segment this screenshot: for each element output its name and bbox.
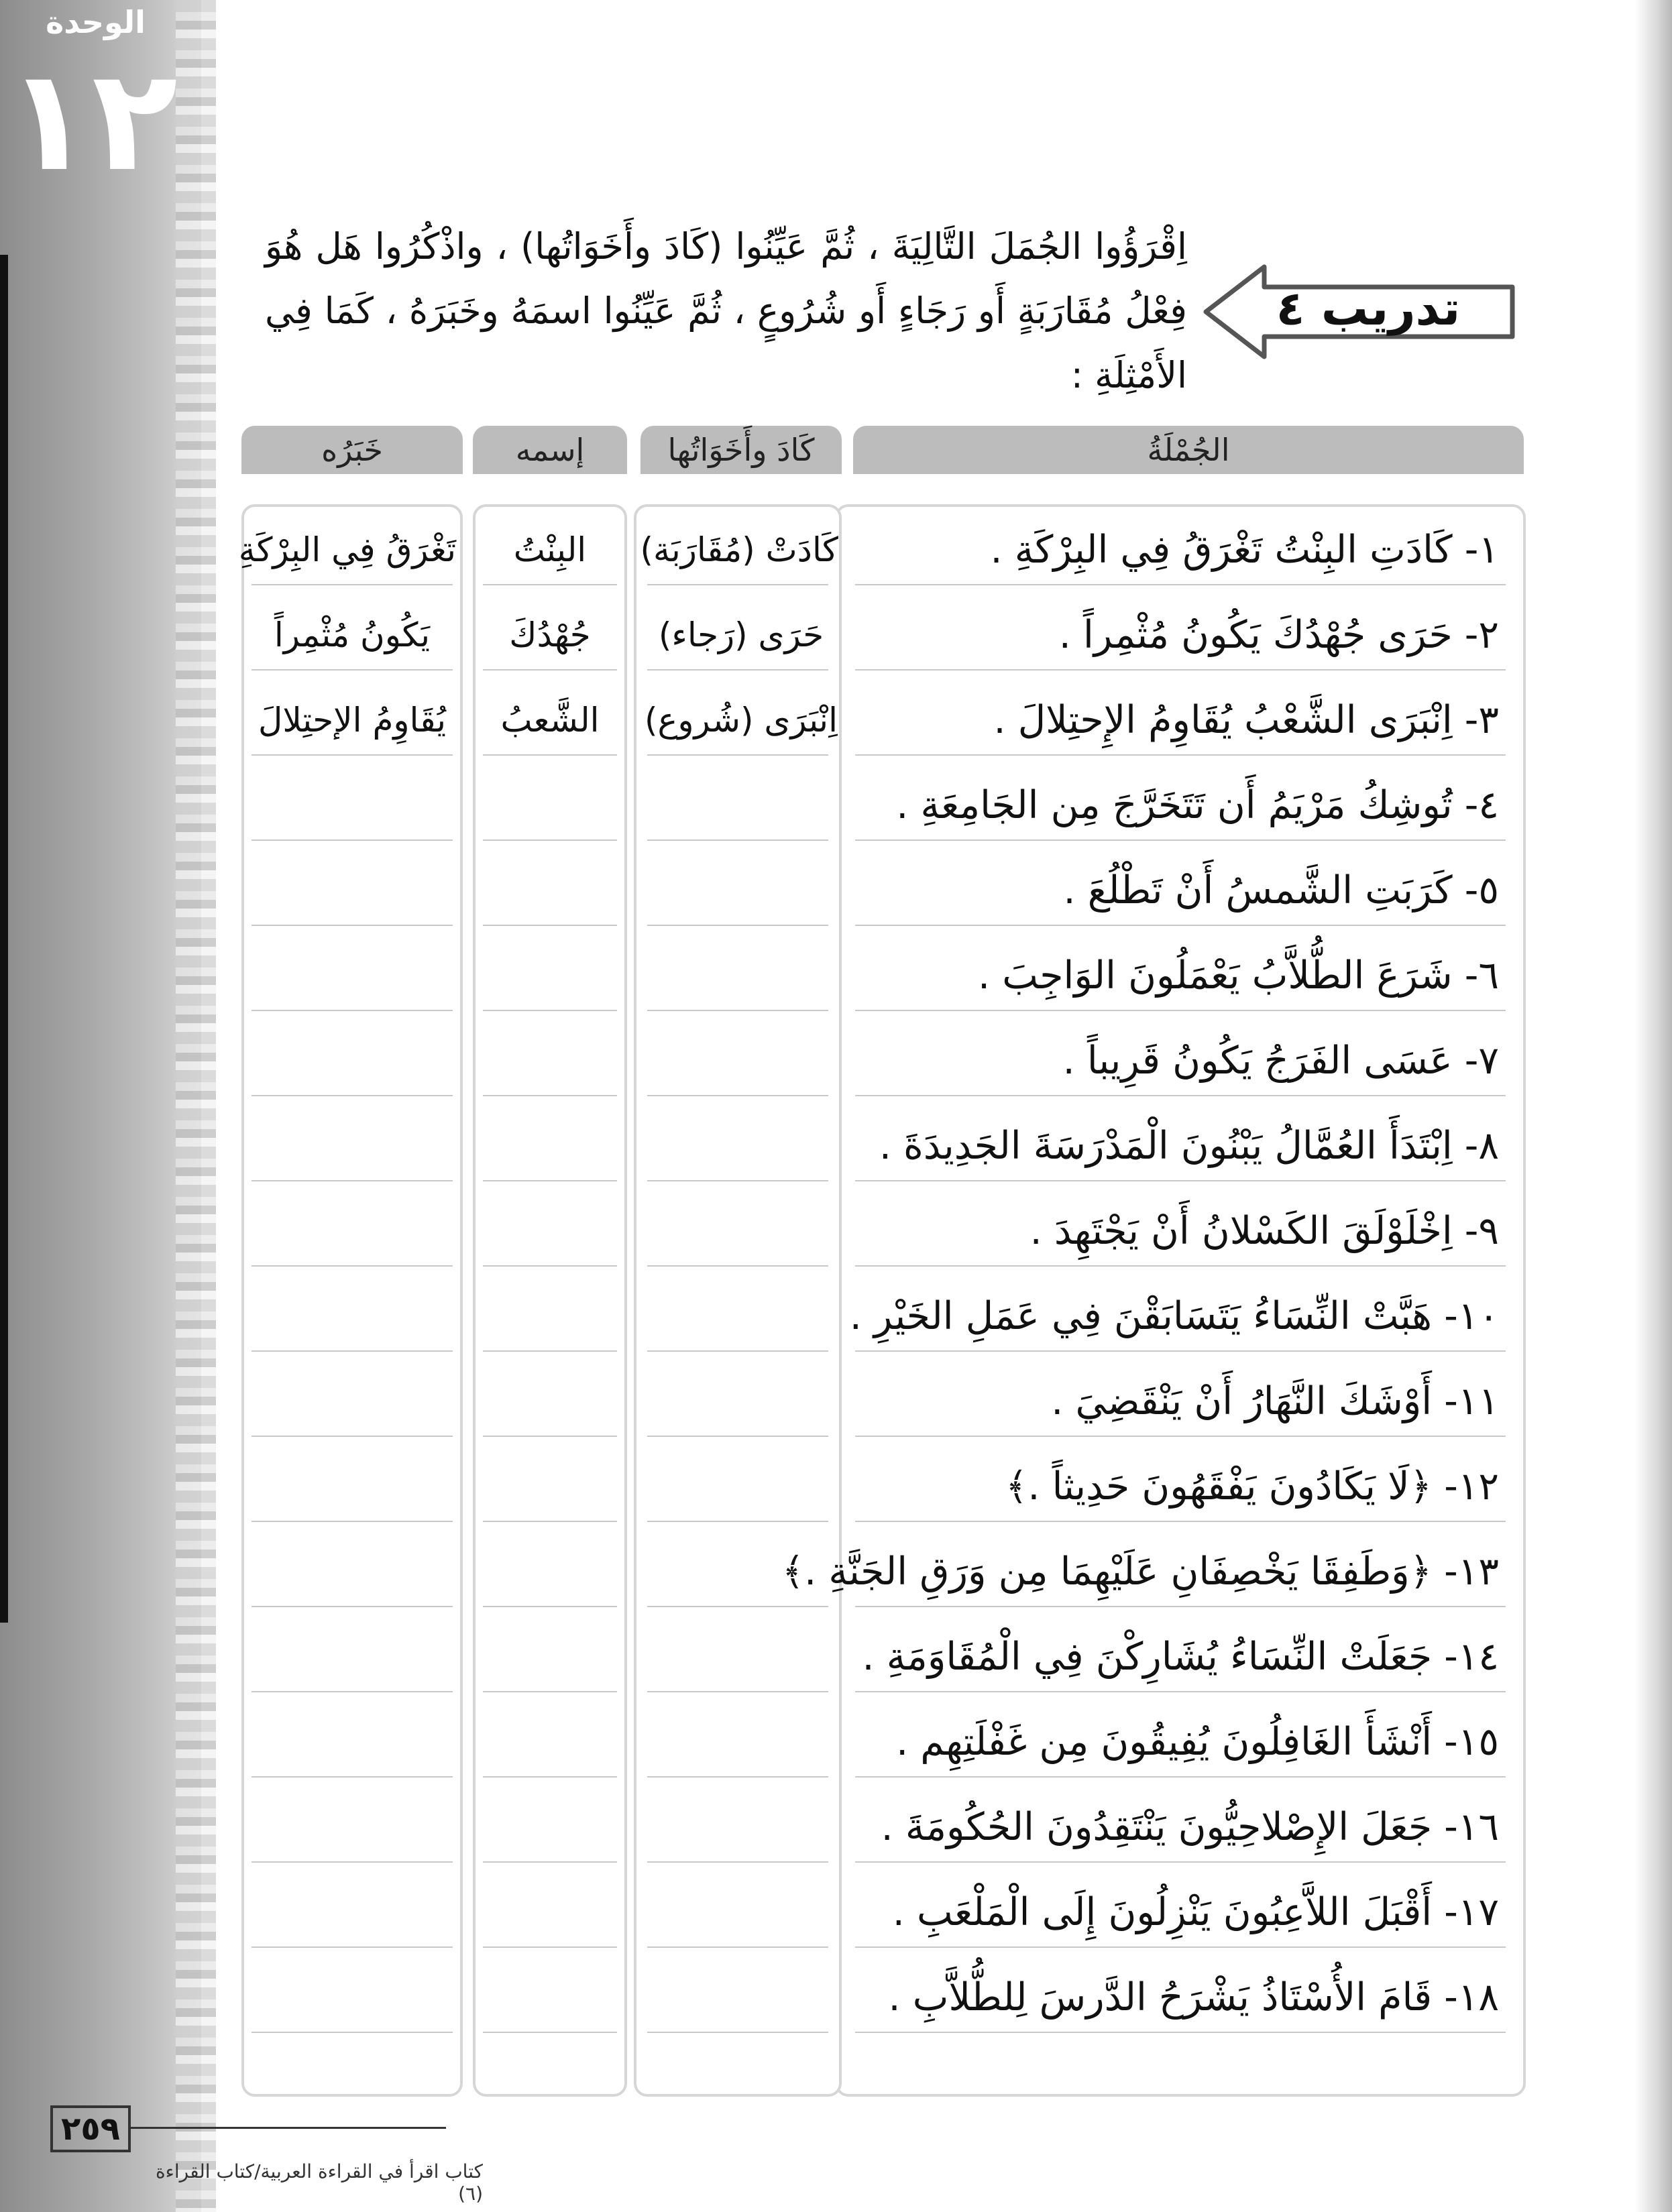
sentence-rule (855, 925, 1506, 926)
answer-blank-line (252, 1691, 453, 1692)
sentence-14: ١٤- جَعَلَتْ النِّسَاءُ يُشَارِكْنَ فِي الْمُقَاوَمَةِ . (862, 1635, 1499, 1679)
sentence-rule (855, 1521, 1506, 1522)
sentence-2: ٢- حَرَى جُهْدُكَ يَكُونُ مُثْمِراً . (1058, 613, 1499, 657)
answer-blank-line (252, 839, 453, 841)
answer-blank-line (252, 1606, 453, 1607)
answer-blank-line (483, 1861, 617, 1863)
sentence-rule (855, 1691, 1506, 1692)
sentence-5: ٥- كَرَبَتِ الشَّمسُ أَنْ تَطْلُعَ . (1063, 868, 1499, 913)
answer-blank-line (647, 1436, 828, 1437)
answer-blank-line (647, 1010, 828, 1011)
example-1-subject: البِنْتُ (513, 530, 587, 569)
footer-rule (131, 2127, 446, 2129)
answer-blank-line (647, 1776, 828, 1778)
sentence-9: ٩- اِخْلَوْلَقَ الكَسْلانُ أَنْ يَجْتَهِدَ . (1029, 1209, 1499, 1253)
sentence-17: ١٧- أَقْبَلَ اللاَّعِبُونَ يَنْزِلُونَ إِلَى الْمَلْعَبِ . (892, 1890, 1499, 1934)
answer-blank-line (252, 1095, 453, 1096)
answer-blank-line (252, 1350, 453, 1352)
answer-blank-line (647, 1946, 828, 1948)
answer-blank-line (483, 1521, 617, 1522)
sentence-10: ١٠- هَبَّتْ النِّسَاءُ يَتَسَابَقْنَ فِي عَمَلِ الخَيْرِ . (849, 1294, 1499, 1338)
unit-number: ١٢ (5, 38, 178, 202)
answer-blank-line (647, 1521, 828, 1522)
answer-blank-line (647, 925, 828, 926)
sentence-rule (855, 1180, 1506, 1181)
answer-blank-line (647, 1691, 828, 1692)
sentence-18: ١٨- قَامَ الأُسْتَاذُ يَشْرَحُ الدَّرسَ لِلطُّلاَّبِ . (888, 1975, 1499, 2020)
sentence-1: ١- كَادَتِ البِنْتُ تَغْرَقُ فِي البِرْكَةِ . (990, 528, 1499, 572)
header-subject: إسمه (473, 426, 627, 474)
answer-blank-line (252, 1010, 453, 1011)
example-1-predicate: تَغْرَقُ فِي البِرْكَةِ (238, 530, 456, 569)
answer-blank-line (647, 2032, 828, 2033)
example-3-predicate: يُقَاوِمُ الإحتِلالَ (258, 701, 446, 740)
sentence-rule (855, 1350, 1506, 1352)
binding-edge (0, 255, 8, 1623)
answer-blank-line (252, 1436, 453, 1437)
answer-blank-line (647, 584, 828, 585)
answer-blank-line (483, 1180, 617, 1181)
example-2-predicate: يَكُونُ مُثْمِراً (274, 616, 431, 654)
answer-blank-line (647, 669, 828, 671)
torn-paper-edge (176, 0, 216, 2212)
unit-label: الوحدة (46, 4, 146, 40)
answer-blank-line (647, 1265, 828, 1267)
example-2-subject: جُهْدُكَ (509, 616, 591, 654)
sentence-13: ١٣- ﴿وَطَفِقَا يَخْصِفَانِ عَلَيْهِمَا مِن وَرَقِ الجَنَّةِ .﴾ (781, 1550, 1499, 1594)
answer-blank-line (647, 754, 828, 756)
answer-blank-line (647, 1180, 828, 1181)
sentence-rule (855, 1010, 1506, 1011)
answer-blank-line (483, 1265, 617, 1267)
sentence-4: ٤- تُوشِكُ مَرْيَمُ أَن تَتَخَرَّجَ مِن الجَامِعَةِ . (896, 783, 1499, 827)
sentence-7: ٧- عَسَى الفَرَجُ يَكُونُ قَرِيباً . (1062, 1039, 1499, 1083)
answer-blank-line (252, 1861, 453, 1863)
page-fold-shadow (1635, 0, 1672, 2212)
sentence-rule (855, 1606, 1506, 1607)
answer-blank-line (483, 669, 617, 671)
answer-blank-line (647, 1861, 828, 1863)
sentence-3: ٣- اِنْبَرَى الشَّعْبُ يُقَاوِمُ الإِحتِلالَ . (993, 698, 1499, 742)
example-2-verb: حَرَى (رَجاء) (658, 616, 824, 654)
answer-blank-line (483, 1691, 617, 1692)
sentence-rule (855, 669, 1506, 671)
answer-blank-line (483, 1946, 617, 1948)
answer-blank-line (252, 754, 453, 756)
answer-blank-line (647, 839, 828, 841)
answer-blank-line (252, 1180, 453, 1181)
answer-blank-line (252, 1521, 453, 1522)
answer-blank-line (252, 2032, 453, 2033)
sentence-12: ١٢- ﴿لَا يَكَادُونَ يَفْقَهُونَ حَدِيثاً .﴾ (1005, 1464, 1499, 1509)
sentence-rule (855, 584, 1506, 585)
answer-blank-line (647, 1095, 828, 1096)
answer-blank-line (483, 1436, 617, 1437)
answer-blank-line (252, 1946, 453, 1948)
answer-blank-line (252, 1776, 453, 1778)
answer-blank-line (483, 2032, 617, 2033)
sentence-rule (855, 839, 1506, 841)
example-1-verb: كَادَتْ (مُقَارَبَة) (640, 530, 838, 569)
sentence-16: ١٦- جَعَلَ الإِصْلاحِيُّونَ يَنْتَقِدُونَ الحُكُومَةَ . (881, 1805, 1499, 1849)
sentence-6: ٦- شَرَعَ الطُّلاَّبُ يَعْمَلُونَ الوَاجِبَ . (978, 953, 1499, 998)
answer-blank-line (483, 1350, 617, 1352)
answer-blank-line (647, 1350, 828, 1352)
answer-blank-line (483, 839, 617, 841)
sentence-rule (855, 754, 1506, 756)
header-predicate: خَبَرُه (241, 426, 463, 474)
answer-blank-line (252, 584, 453, 585)
example-3-subject: الشَّعبُ (500, 701, 600, 740)
header-verb: كَادَ وأَخَوَاتُها (640, 426, 842, 474)
page-number: ٢٥٩ (50, 2105, 131, 2152)
sentence-15: ١٥- أَنْشَأَ الغَافِلُونَ يُفِيقُونَ مِن غَفْلَتِهِم . (896, 1720, 1499, 1764)
answer-blank-line (483, 925, 617, 926)
sentence-rule (855, 1436, 1506, 1437)
header-sentence: الجُمْلَةُ (853, 426, 1524, 474)
answer-blank-line (483, 1095, 617, 1096)
sentence-11: ١١- أَوْشَكَ النَّهَارُ أَنْ يَنْقَضِيَ . (1051, 1379, 1499, 1423)
answer-blank-line (252, 1265, 453, 1267)
answer-blank-line (483, 584, 617, 585)
sentence-rule (855, 1095, 1506, 1096)
sentence-rule (855, 1776, 1506, 1778)
unit-side-strip (0, 0, 201, 2212)
answer-blank-line (483, 1776, 617, 1778)
sentence-rule (855, 1861, 1506, 1863)
sentence-rule (855, 2032, 1506, 2033)
answer-blank-line (483, 1010, 617, 1011)
drill-instruction: اِقْرَؤُوا الجُمَلَ التَّالِيَةَ ، ثُمَّ عَيِّنُوا (كَادَ وأَخَوَاتُها) ، واذْكُرُوا هَل هُوَ فِعْلُ مُقَارَبَةٍ أَو رَجَاءٍ أَو شُرُوعٍ ، ثُمَّ عَيِّنُوا اسمَهُ وخَبَرَهُ ، كَمَا فِي الأَمْثِلَةِ : (265, 225, 1187, 396)
sentence-rule (855, 1946, 1506, 1948)
sentence-8: ٨- اِبْتَدَأَ العُمَّالُ يَبْنُونَ الْمَدْرَسَةَ الجَدِيدَةَ . (879, 1124, 1499, 1168)
answer-blank-line (252, 669, 453, 671)
answer-blank-line (483, 754, 617, 756)
book-title: كتاب اقرأ في القراءة العربية/كتاب القراءة (٦) (156, 2160, 483, 2205)
drill-title: تدريب ٤ (1276, 281, 1461, 336)
answer-blank-line (252, 925, 453, 926)
example-3-verb: اِنْبَرَى (شُروع) (645, 701, 838, 740)
answer-blank-line (483, 1606, 617, 1607)
answer-blank-line (647, 1606, 828, 1607)
sentence-rule (855, 1265, 1506, 1267)
